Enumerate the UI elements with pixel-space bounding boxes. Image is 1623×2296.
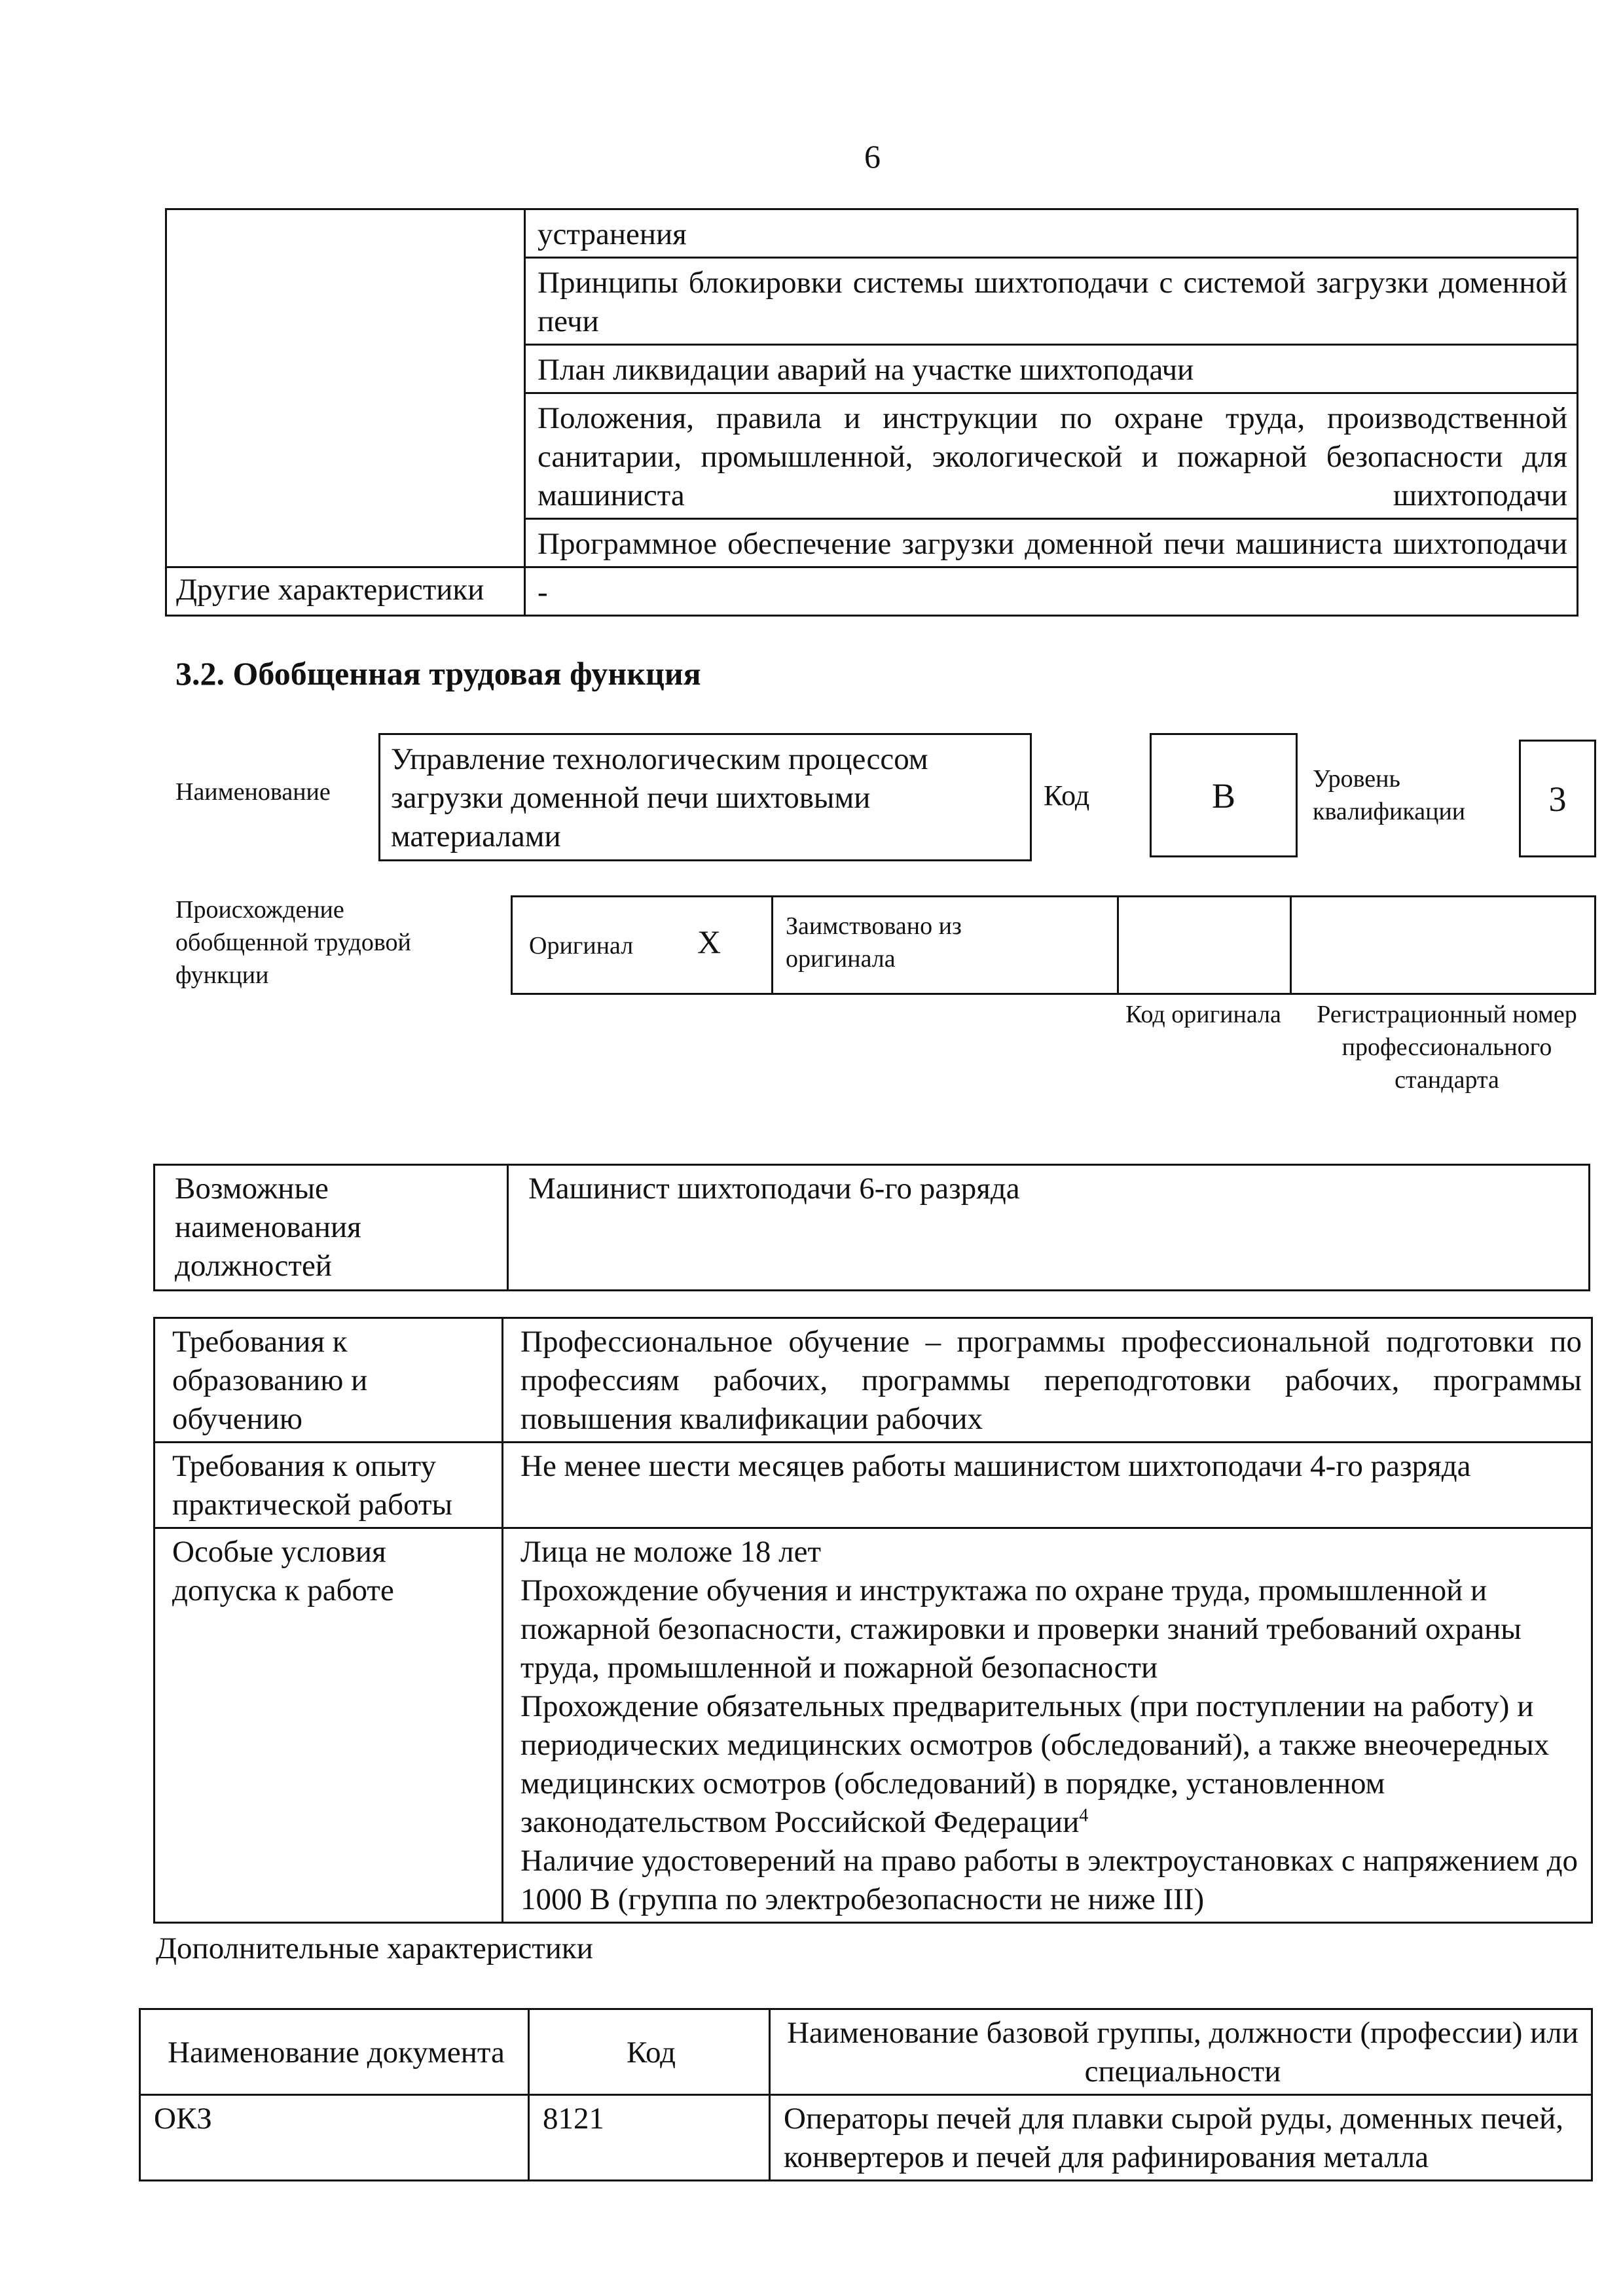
knowledge-row: Программное обеспечение загрузки доменной печи машиниста шихтоподачи <box>525 519 1578 567</box>
knowledge-row: устранения <box>525 209 1578 258</box>
experience-label: Требования к опыту практической работы <box>155 1443 503 1528</box>
requirements-table <box>153 1317 1593 1924</box>
section-title: 3.2. Обобщенная трудовая функция <box>175 655 701 692</box>
qualification-level-box: 3 <box>1519 740 1596 857</box>
borrowed-label: Заимствовано из оригинала <box>786 912 962 973</box>
positions-value: Машинист шихтоподачи 6-го разряда <box>508 1165 1590 1291</box>
footnote-marker: 4 <box>1079 1805 1089 1826</box>
original-mark: X <box>697 924 721 960</box>
origin-divider <box>1290 895 1292 995</box>
original-code-caption: Код оригинала <box>1125 1001 1281 1028</box>
page-number: 6 <box>864 138 881 175</box>
empty-label-cell <box>166 519 525 567</box>
conditions-value <box>503 1528 1592 1923</box>
function-name-box: Управление технологическим процессом загрузки доменной печи шихтовыми материалами <box>378 733 1032 861</box>
experience-value: Не менее шести месяцев работы машинистом шихтоподачи 4-го разряда <box>503 1443 1592 1528</box>
origin-divider <box>1117 895 1119 995</box>
name-label: Наименование <box>175 778 331 806</box>
empty-label-cell <box>166 258 525 345</box>
row-document: ОКЗ <box>140 2095 529 2181</box>
empty-label-cell <box>166 345 525 393</box>
origin-divider <box>771 895 773 995</box>
knowledge-row: План ликвидации аварий на участке шихтоподачи <box>525 345 1578 393</box>
additional-title: Дополнительные характеристики <box>156 1931 593 1965</box>
positions-label: Возможные наименования должностей <box>155 1165 508 1291</box>
condition-item: Прохождение обязательных предварительных (при поступлении на работу) и периодических медицинских осмотров (обследований), а также внеочередных медицинских осмотров (обследований) в порядке, установленном законодательством Российской Федерации$^4$ <box>520 1689 1550 1839</box>
code-label: Код <box>1044 780 1090 812</box>
empty-label-cell <box>166 393 525 519</box>
other-characteristics-value: - <box>525 567 1578 616</box>
positions-table <box>153 1164 1590 1291</box>
origin-label: Происхождение обобщенной трудовой функции <box>175 896 411 989</box>
header-code: Код <box>529 2009 770 2095</box>
origin-table <box>511 895 1596 995</box>
header-document: Наименование документа <box>140 2009 529 2095</box>
education-value: Профессиональное обучение – программы профессиональной подготовки по профессиям рабочих, программы переподготовки рабочих, программы повышения квалификации рабочих <box>503 1318 1592 1443</box>
other-characteristics-label: Другие характеристики <box>166 567 525 616</box>
additional-table <box>139 2008 1593 2181</box>
knowledge-row: Принципы блокировки системы шихтоподачи с системой загрузки доменной печи <box>525 258 1578 345</box>
header-group-name: Наименование базовой группы, должности (профессии) или специальности <box>770 2009 1592 2095</box>
condition-item: Наличие удостоверений на право работы в электроустановках с напряжением до 1000 В (группа по электробезопасности не ниже III) <box>520 1844 1578 1916</box>
condition-item: Лица не моложе 18 лет <box>520 1535 822 1569</box>
conditions-label: Особые условия допуска к работе <box>155 1528 503 1923</box>
empty-label-cell <box>166 209 525 258</box>
education-label: Требования к образованию и обучению <box>155 1318 503 1443</box>
row-group-name: Операторы печей для плавки сырой руды, доменных печей, конвертеров и печей для рафинирования металла <box>770 2095 1592 2181</box>
knowledge-table-continuation <box>165 208 1578 617</box>
function-code-box: B <box>1150 733 1298 857</box>
row-code: 8121 <box>529 2095 770 2181</box>
condition-item: Прохождение обучения и инструктажа по охране труда, промышленной и пожарной безопасности, стажировки и проверки знаний требований охраны труда, промышленной и пожарной безопасности <box>520 1573 1522 1685</box>
knowledge-row: Положения, правила и инструкции по охране труда, производственной санитарии, промышленной, экологической и пожарной безопасности для машиниста шихтоподачи <box>525 393 1578 519</box>
original-label: Оригинал <box>529 932 634 960</box>
registration-number-caption: Регистрационный номер профессионального стандарта <box>1317 1001 1577 1094</box>
level-label: Уровень квалификации <box>1313 765 1466 825</box>
